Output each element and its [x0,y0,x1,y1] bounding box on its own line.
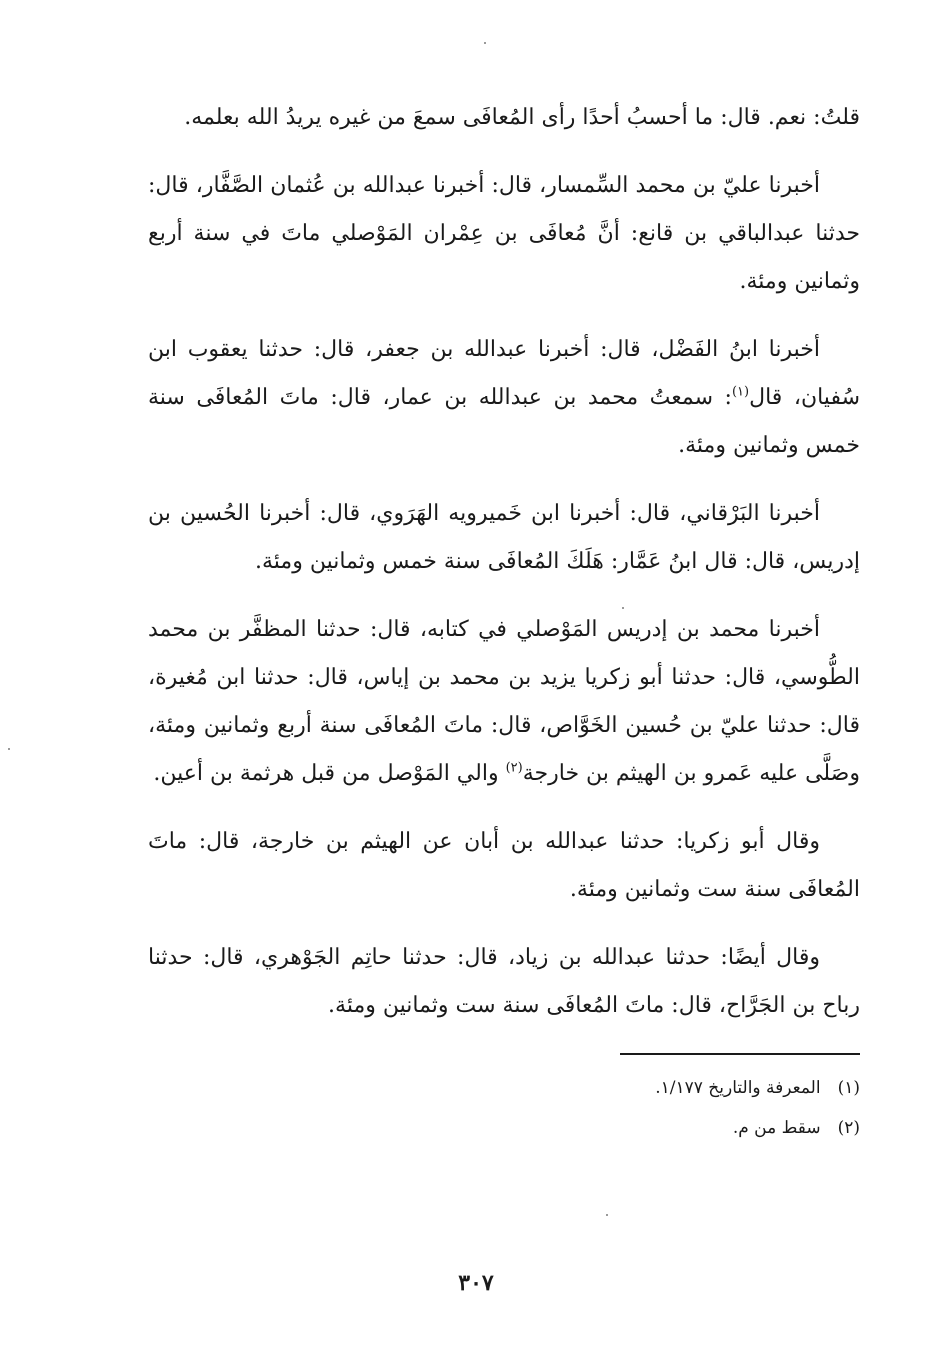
footnote-ref-2[interactable]: (٢) [505,760,523,776]
paragraph-6: وقال أبو زكريا: حدثنا عبدالله بن أبان عن الهيثم بن خارجة، قال: ماتَ المُعافَى سنة ست وثمانين ومئة. [148,829,860,902]
footnote-number: (٢) [837,1118,860,1138]
paragraph-5-text: أخبرنا محمد بن إدريس المَوْصلي في كتابه، قال: حدثنا المظفَّر بن محمد الطُّوسي، قال: حدثنا أبو زكريا يزيد بن محمد بن إياس، قال: حدثنا ابن مُغيرة، قال: حدثنا عليّ بن حُسين الخَوَّاص، قال: ماتَ المُعافَى سنة أربع وثمانين ومئة، وصَلَّى عليه عَمرو بن الهيثم بن خارجة [148,617,860,786]
paragraph-5 [148,606,860,798]
paragraph-3 [148,326,860,470]
scan-speck [606,1214,608,1216]
page-number: ٣٠٧ [458,1270,494,1296]
scan-speck [8,748,10,750]
main-text [148,94,860,1050]
footnote-1 [148,1068,860,1108]
paragraph-7: وقال أيضًا: حدثنا عبدالله بن زياد، قال: حدثنا حاتِم الجَوْهري، قال: حدثنا رباح بن الجَرَّاح، قال: ماتَ المُعافَى سنة ست وثمانين ومئة. [148,945,860,1018]
footnote-divider [620,1053,860,1055]
paragraph-4: أخبرنا البَرْقاني، قال: أخبرنا ابن خَميرويه الهَرَوي، قال: أخبرنا الحُسين بن إدريس، قال: قال ابنُ عَمَّار: هَلَكَ المُعافَى سنة خمس وثمانين ومئة. [148,501,860,574]
footnote-text: سقط من م. [732,1118,821,1138]
scan-speck [484,42,486,44]
footnote-2 [148,1108,860,1148]
paragraph-3-text: أخبرنا ابنُ الفَضْل، قال: أخبرنا عبدالله بن جعفر، قال: حدثنا يعقوب ابن سُفيان، قال [148,337,861,410]
footnote-ref-1[interactable]: (١) [731,384,750,400]
paragraph-5-text-continued: والي المَوْصل من قبل هرثمة بن أعين. [153,761,506,786]
paragraph-2: أخبرنا عليّ بن محمد السِّمسار، قال: أخبرنا عبدالله بن عُثمان الصَّفَّار، قال: حدثنا عبدالباقي بن قانع: أنَّ مُعافَى بن عِمْران المَوْصلي ماتَ في سنة أربع وثمانين ومئة. [148,173,860,294]
footnote-number: (١) [837,1078,860,1098]
footnote-text: المعرفة والتاريخ ١/١٧٧. [655,1078,821,1098]
paragraph-3-text-continued: : سمعتُ محمد بن عبدالله بن عمار، قال: ماتَ المُعافَى سنة خمس وثمانين ومئة. [148,385,860,458]
footnotes [148,1068,860,1148]
paragraph-1: قلتُ: نعم. قال: ما أحسبُ أحدًا رأى المُعافَى سمعَ من غيره يريدُ الله بعلمه. [184,105,860,130]
